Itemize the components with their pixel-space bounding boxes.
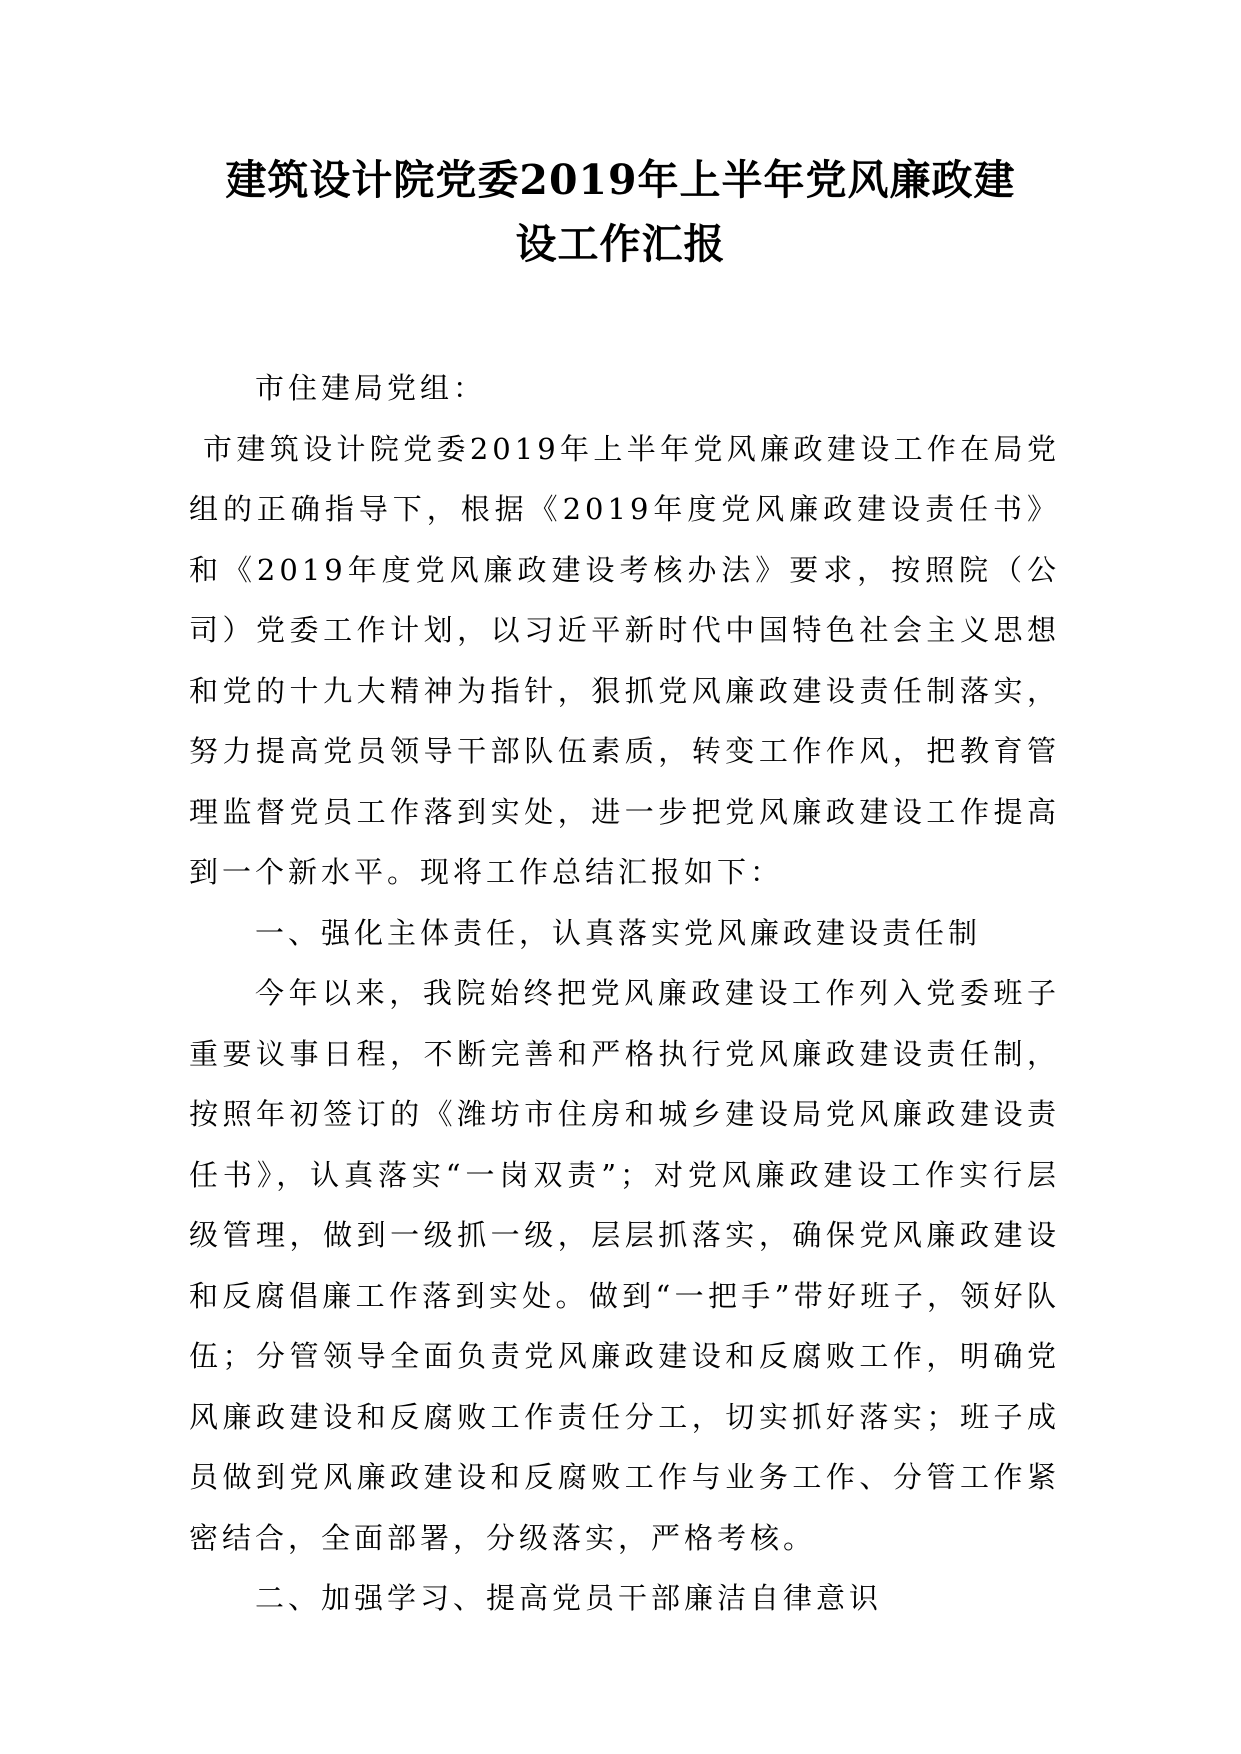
title-line-2: 设工作汇报 <box>515 220 726 268</box>
document-title <box>150 148 1091 276</box>
section-1-heading: 一、强化主体责任，认真落实党风廉政建设责任制 <box>255 915 982 950</box>
section-2-heading: 二、加强学习、提高党员干部廉洁自律意识 <box>255 1581 883 1615</box>
salutation: 市住建局党组： <box>255 371 487 405</box>
section-1-paragraph: 今年以来，我院始终把党风廉政建设工作列入党委班子重要议事日程，不断完善和严格执行党风廉政建设责任制，按照年初签订的《潍坊市住房和城乡建设局党风廉政建设责任书》，认真落实“一岗双责”；对党风廉政建设工作实行层级管理，做到一级抓一级，层层抓落实，确保党风廉政建设和反腐倡廉工作落到实处。做到“一把手”带好班子，领好队伍；分管领导全面负责党风廉政建设和反腐败工作，明确党风廉政建设和反腐败工作责任分工，切实抓好落实；班子成员做到党风廉政建设和反腐败工作与业务工作、分管工作紧密结合，全面部署，分级落实，严格考核。 <box>189 976 1060 1555</box>
document-body <box>189 358 1060 1629</box>
title-line-1: 建筑设计院党委2019年上半年党风廉政建 <box>225 156 1016 204</box>
intro-paragraph: 市建筑设计院党委2019年上半年党风廉政建设工作在局党组的正确指导下，根据《2019年度党风廉政建设责任书》和《2019年度党风廉政建设考核办法》要求，按照院（公司）党委工作计划，以习近平新时代中国特色社会主义思想和党的十九大精神为指针，狠抓党风廉政建设责任制落实，努力提高党员领导干部队伍素质，转变工作作风，把教育管理监督党员工作落到实处，进一步把党风廉政建设工作提高到一个新水平。现将工作总结汇报如下： <box>189 431 1060 889</box>
